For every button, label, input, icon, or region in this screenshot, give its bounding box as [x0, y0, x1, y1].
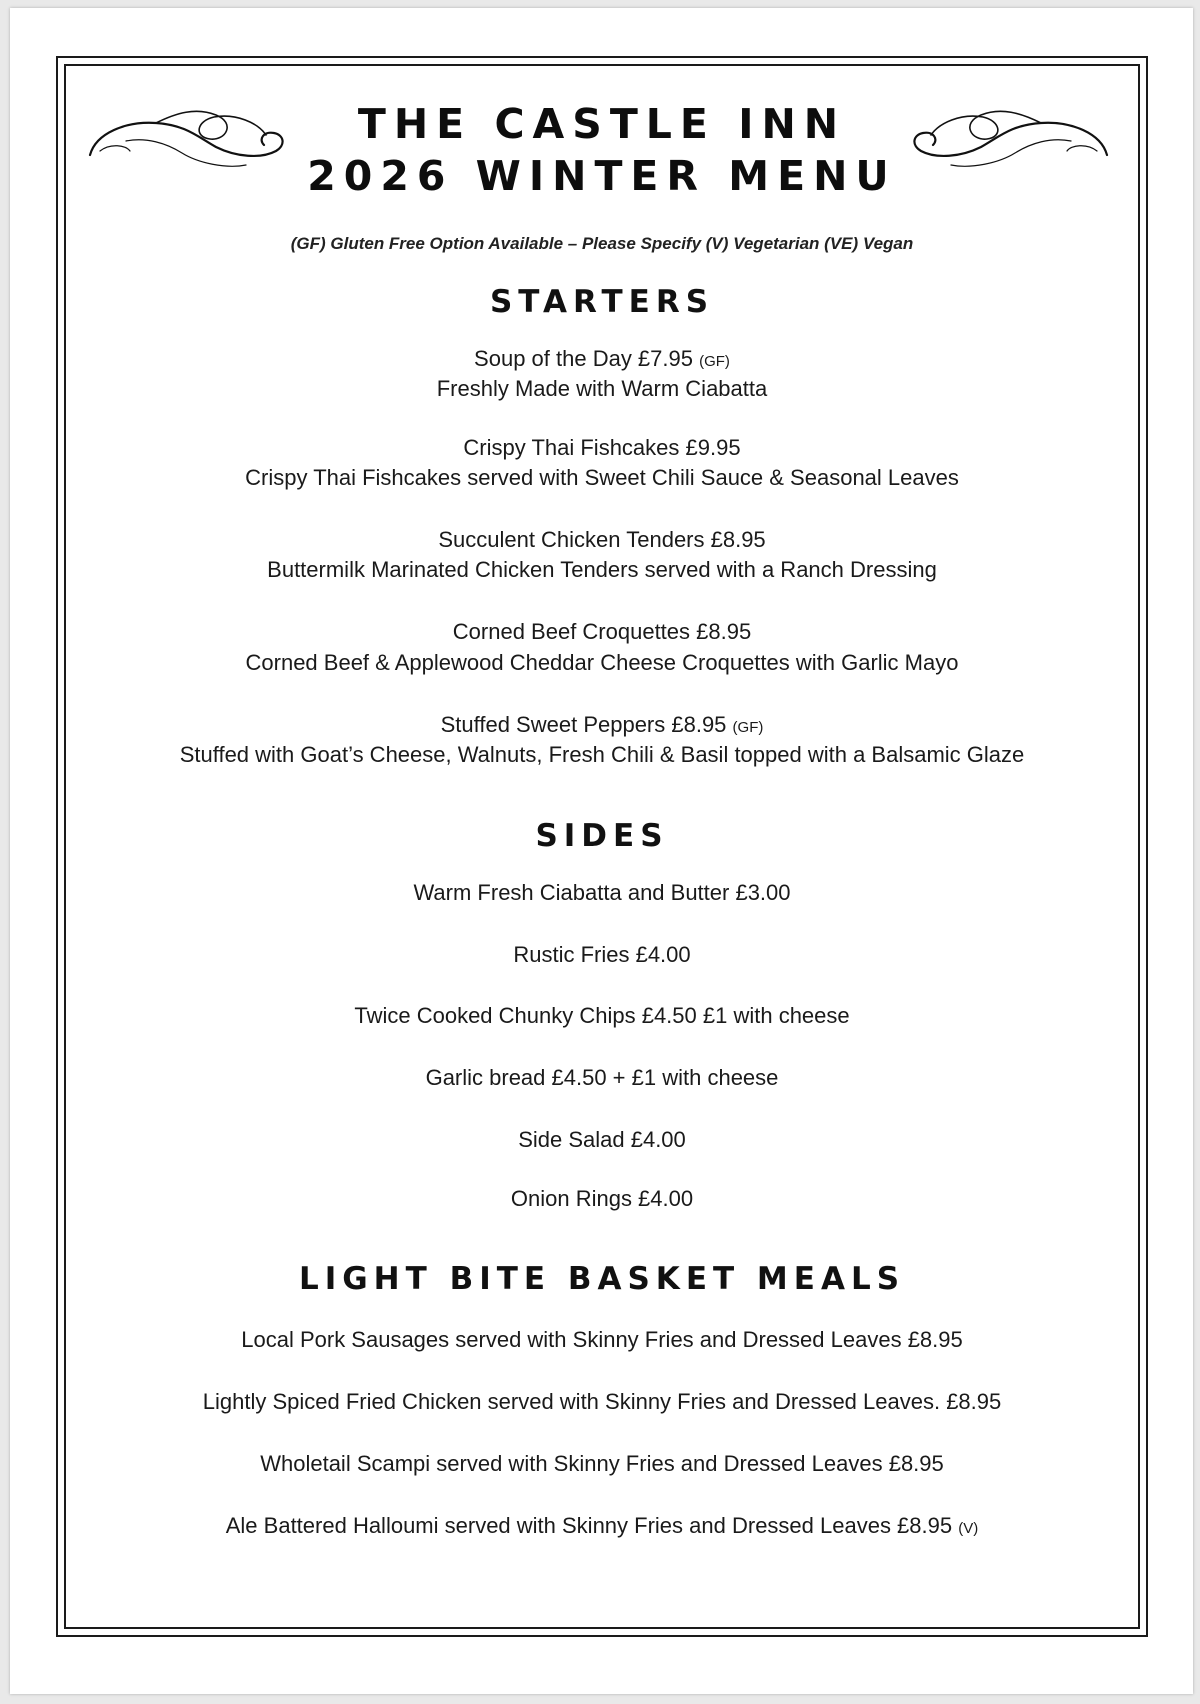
menu-title-venue: THE CASTLE INN — [357, 100, 847, 148]
light-bite-item — [66, 1451, 1138, 1477]
starters-heading: STARTERS — [489, 284, 715, 320]
starter-item-description: Freshly Made with Warm Ciabatta — [436, 376, 768, 401]
starter-item-description: Corned Beef & Applewood Cheddar Cheese Croquettes with Garlic Mayo — [245, 650, 959, 675]
starter-item-name — [66, 435, 1138, 461]
side-item: Garlic bread £4.50 + £1 with cheese — [425, 1065, 779, 1090]
menu-title-season: 2026 WINTER MENU — [307, 152, 897, 200]
light-bite-item — [66, 1327, 1138, 1353]
starter-item-name — [66, 346, 1138, 372]
dietary-tag: (V) — [958, 1520, 979, 1537]
light-bites-heading: LIGHT BITE BASKET MEALS — [298, 1261, 906, 1297]
starter-name-price: Succulent Chicken Tenders £8.95 — [438, 527, 766, 552]
side-item: Onion Rings £4.00 — [510, 1186, 694, 1211]
menu-page — [10, 8, 1193, 1694]
starter-item-description: Stuffed with Goat’s Cheese, Walnuts, Fresh Chili & Basil topped with a Balsamic Glaze — [179, 742, 1025, 767]
starter-name-price: Corned Beef Croquettes £8.95 — [452, 619, 752, 644]
light-bite-text: Ale Battered Halloumi served with Skinny Fries and Dressed Leaves £8.95 — [225, 1513, 953, 1538]
starter-name-price: Soup of the Day £7.95 — [474, 346, 693, 371]
light-bite-text: Lightly Spiced Fried Chicken served with Skinny Fries and Dressed Leaves. £8.95 — [202, 1389, 1002, 1414]
side-item: Twice Cooked Chunky Chips £4.50 £1 with cheese — [354, 1003, 850, 1028]
outer-border — [56, 56, 1148, 1637]
starter-name-price: Stuffed Sweet Peppers £8.95 — [440, 712, 727, 737]
dietary-legend: (GF) Gluten Free Option Available – Please Specify (V) Vegetarian (VE) Vegan — [290, 234, 914, 253]
side-item: Warm Fresh Ciabatta and Butter £3.00 — [413, 880, 791, 905]
inner-border — [64, 64, 1140, 1629]
side-item: Rustic Fries £4.00 — [513, 942, 691, 967]
sides-heading: SIDES — [535, 818, 669, 854]
light-bite-text: Local Pork Sausages served with Skinny Fries and Dressed Leaves £8.95 — [241, 1327, 963, 1352]
light-bite-item — [66, 1389, 1138, 1415]
starter-item-name — [66, 527, 1138, 553]
dietary-tag: (GF) — [699, 353, 730, 370]
starter-name-price: Crispy Thai Fishcakes £9.95 — [463, 435, 741, 460]
starter-item-description: Crispy Thai Fishcakes served with Sweet Chili Sauce & Seasonal Leaves — [245, 465, 959, 490]
dietary-tag: (GF) — [732, 719, 764, 736]
starter-item-description: Buttermilk Marinated Chicken Tenders served with a Ranch Dressing — [267, 557, 937, 582]
light-bite-item — [66, 1513, 1138, 1539]
starter-item-name — [66, 712, 1138, 738]
starter-item-name — [66, 619, 1138, 645]
light-bite-text: Wholetail Scampi served with Skinny Fries and Dressed Leaves £8.95 — [260, 1451, 944, 1476]
side-item: Side Salad £4.00 — [518, 1127, 686, 1152]
